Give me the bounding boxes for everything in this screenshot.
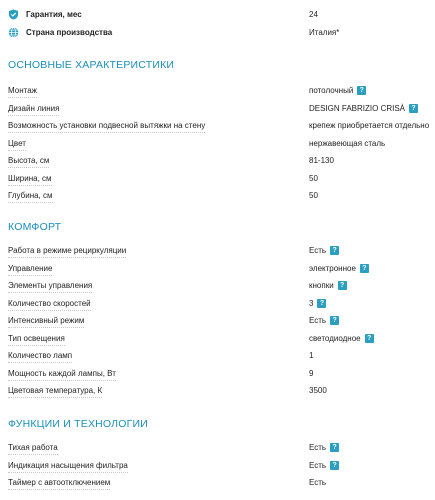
spec-label: Индикация насыщения фильтра xyxy=(8,460,128,473)
spec-value: кнопки ? xyxy=(309,280,347,292)
help-icon[interactable]: ? xyxy=(330,443,339,452)
spec-label: Тихая работа xyxy=(8,442,58,455)
spec-row xyxy=(8,136,428,154)
spec-row xyxy=(8,458,428,476)
spec-value: 50 xyxy=(309,174,318,183)
spec-row xyxy=(8,296,428,314)
spec-label: Элементы управления xyxy=(8,280,92,293)
spec-value: нержавеющая сталь xyxy=(309,139,386,148)
spec-row xyxy=(8,261,428,279)
spec-row xyxy=(8,188,428,206)
spec-value: светодиодное ? xyxy=(309,333,374,345)
spec-value: электронное ? xyxy=(309,263,369,275)
spec-value: 3500 xyxy=(309,386,327,395)
spec-label: Высота, см xyxy=(8,155,49,168)
spec-label: Страна производства xyxy=(26,28,113,37)
spec-row xyxy=(8,366,428,384)
spec-row xyxy=(8,101,428,119)
spec-row xyxy=(8,440,428,458)
spec-row xyxy=(8,171,428,189)
shield-check-icon xyxy=(8,9,19,20)
section-title-comfort: КОМФОРТ xyxy=(8,221,62,233)
spec-label: Мощность каждой лампы, Вт xyxy=(8,368,116,381)
help-icon[interactable]: ? xyxy=(317,299,326,308)
help-icon[interactable]: ? xyxy=(365,334,374,343)
spec-value: 9 xyxy=(309,369,314,378)
spec-label: Количество скоростей xyxy=(8,298,91,311)
help-icon[interactable]: ? xyxy=(357,86,366,95)
globe-icon xyxy=(8,27,19,38)
spec-label: Таймер с автоотключением xyxy=(8,477,110,490)
spec-row xyxy=(8,243,428,261)
spec-row xyxy=(8,118,428,136)
help-icon[interactable]: ? xyxy=(338,281,347,290)
spec-row xyxy=(8,278,428,296)
spec-row xyxy=(8,331,428,349)
spec-value: Есть ? xyxy=(309,442,339,454)
spec-label: Возможность установки подвесной вытяжки на стену xyxy=(8,120,205,133)
spec-value: потолочный ? xyxy=(309,85,366,97)
spec-label: Ширина, см xyxy=(8,173,52,186)
spec-label: Тип освещения xyxy=(8,333,65,346)
spec-label: Работа в режиме рециркуляции xyxy=(8,245,126,258)
spec-label: Гарантия, мес xyxy=(26,10,82,19)
spec-value: DESIGN FABRIZIO CRISÀ ? xyxy=(309,103,418,115)
spec-value: Италия* xyxy=(309,28,340,37)
spec-value: Есть ? xyxy=(309,315,339,327)
spec-row xyxy=(8,313,428,331)
spec-row xyxy=(8,83,428,101)
spec-value: 24 xyxy=(309,10,318,19)
spec-label: Глубина, см xyxy=(8,190,53,203)
spec-row xyxy=(8,153,428,171)
spec-label: Дизайн линия xyxy=(8,103,59,116)
spec-value: 81-130 xyxy=(309,156,334,165)
help-icon[interactable]: ? xyxy=(330,461,339,470)
spec-row xyxy=(8,475,428,493)
spec-label: Управление xyxy=(8,263,52,276)
spec-value: 3 ? xyxy=(309,298,326,310)
spec-label: Цветовая температура, К xyxy=(8,385,102,398)
spec-row-warranty xyxy=(8,7,428,25)
spec-value: крепеж приобретается отдельно xyxy=(309,121,430,130)
spec-label: Интенсивный режим xyxy=(8,315,84,328)
spec-row xyxy=(8,348,428,366)
section-title-functions: ФУНКЦИИ И ТЕХНОЛОГИИ xyxy=(8,418,149,430)
help-icon[interactable]: ? xyxy=(330,246,339,255)
spec-label: Количество ламп xyxy=(8,350,72,363)
spec-value: 1 xyxy=(309,351,314,360)
spec-value: 50 xyxy=(309,191,318,200)
spec-row xyxy=(8,383,428,401)
section-title-main: ОСНОВНЫЕ ХАРАКТЕРИСТИКИ xyxy=(8,59,175,71)
help-icon[interactable]: ? xyxy=(409,104,418,113)
spec-value: Есть ? xyxy=(309,460,339,472)
spec-label: Цвет xyxy=(8,138,26,151)
help-icon[interactable]: ? xyxy=(360,264,369,273)
spec-label: Монтаж xyxy=(8,85,37,98)
help-icon[interactable]: ? xyxy=(330,316,339,325)
spec-value: Есть ? xyxy=(309,245,339,257)
spec-value: Есть xyxy=(309,478,327,487)
spec-row-country xyxy=(8,25,428,43)
